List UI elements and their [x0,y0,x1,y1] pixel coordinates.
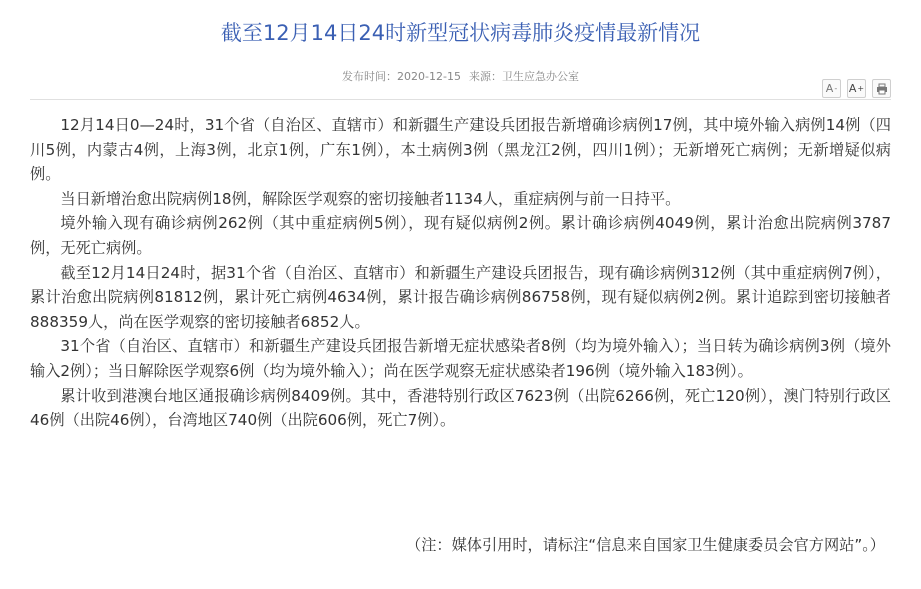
font-decrease-label: A [825,82,834,95]
paragraph: 截至12月14日24时，据31个省（自治区、直辖市）和新疆生产建设兵团报告，现有确诊病例312例（其中重症病例7例），累计治愈出院病例81812例，累计死亡病例4634例，累计报告确诊病例86758例，现有疑似病例2例。累计追踪到密切接触者888359人，尚在医学观察的密切接触者6852人。 [30,263,891,331]
publish-date: 2020-12-15 [397,70,461,83]
toolbar [822,79,891,98]
publish-label: 发布时间： [342,70,398,83]
publish-meta [30,68,891,84]
font-decrease-button[interactable] [822,79,841,98]
paragraph: 累计收到港澳台地区通报确诊病例8409例。其中，香港特别行政区7623例（出院6266例，死亡120例），澳门特别行政区46例（出院46例），台湾地区740例（出院606例，死亡7例）。 [30,386,891,430]
font-increase-label: A [848,82,857,95]
print-icon [876,83,888,95]
paragraph: 当日新增治愈出院病例18例，解除医学观察的密切接触者1134人，重症病例与前一日持平。 [60,189,681,208]
font-increase-button[interactable] [847,79,866,98]
meta-row [30,55,891,95]
font-increase-sup: + [857,83,865,93]
print-button[interactable] [872,79,891,98]
citation-note: （注：媒体引用时，请标注“信息来自国家卫生健康委员会官方网站”。） [406,536,885,554]
page-title: 截至12月14日24时新型冠状病毒肺炎疫情最新情况 [220,21,701,45]
source-label: 来源： [468,70,502,83]
source-name: 卫生应急办公室 [501,70,579,83]
paragraph: 12月14日0—24时，31个省（自治区、直辖市）和新疆生产建设兵团报告新增确诊病例17例，其中境外输入病例14例（四川5例，内蒙古4例，上海3例，北京1例，广东1例），本土病例3例（黑龙江2例，四川1例）；无新增死亡病例；无新增疑似病例。 [30,116,891,184]
paragraph: 31个省（自治区、直辖市）和新疆生产建设兵团报告新增无症状感染者8例（均为境外输入）；当日转为确诊病例3例（境外输入2例）；当日解除医学观察6例（均为境外输入）；尚在医学观察无症状感染者196例（境外输入183例）。 [30,337,891,380]
article-body [30,100,891,433]
font-decrease-sup: - [834,83,838,93]
paragraph: 境外输入现有确诊病例262例（其中重症病例5例），现有疑似病例2例。累计确诊病例4049例，累计治愈出院病例3787例，无死亡病例。 [30,214,891,257]
